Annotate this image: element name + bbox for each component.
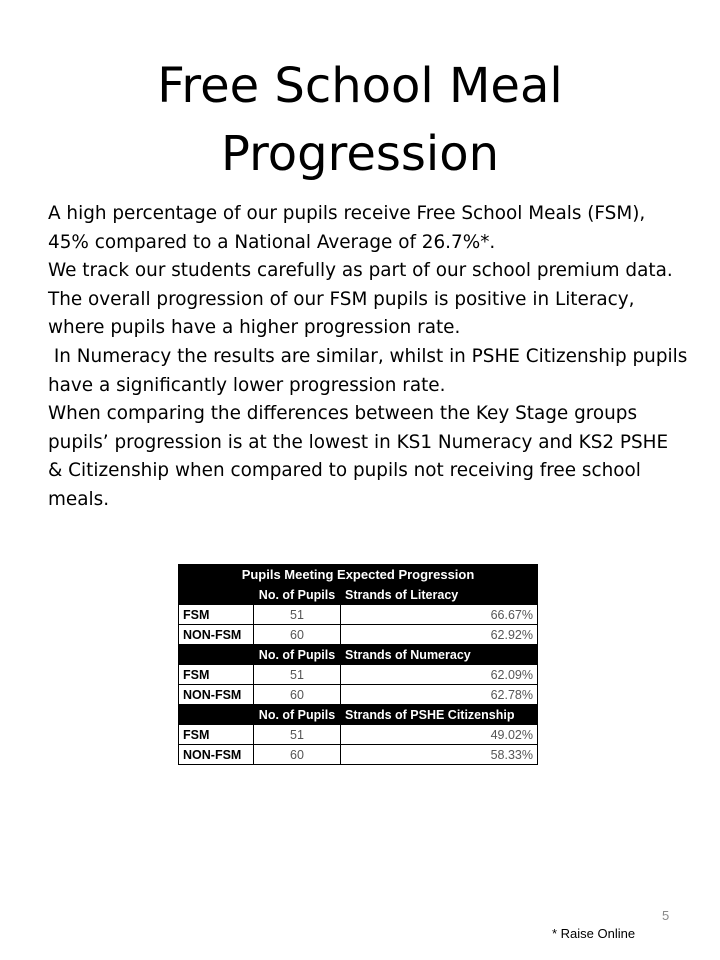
table-row: [179, 725, 538, 745]
paragraph: In Numeracy the results are similar, whilst in PSHE Citizenship pupils have a significantly lower progression rate.: [48, 345, 694, 396]
table-row: [179, 625, 538, 645]
table-title-row: [179, 565, 538, 585]
percent-cell: 62.78%: [341, 685, 538, 705]
table-row: [179, 665, 538, 685]
pupils-cell: 51: [254, 665, 341, 685]
percent-cell: 58.33%: [341, 745, 538, 765]
pupils-cell: 60: [254, 745, 341, 765]
header-pupils: No. of Pupils: [254, 705, 341, 725]
percent-cell: 62.09%: [341, 665, 538, 685]
section-header-row: [179, 705, 538, 725]
percent-cell: 62.92%: [341, 625, 538, 645]
pupils-cell: 60: [254, 625, 341, 645]
paragraph: A high percentage of our pupils receive Free School Meals (FSM), 45% compared to a National Average of 26.7%*.: [48, 203, 652, 253]
progression-table: [178, 564, 538, 765]
group-cell: FSM: [179, 605, 254, 625]
group-cell: NON-FSM: [179, 625, 254, 645]
title-line-2: Progression: [221, 126, 499, 182]
header-blank-cell: [179, 645, 254, 665]
group-cell: FSM: [179, 665, 254, 685]
section-header-row: [179, 585, 538, 605]
header-strand: Strands of Numeracy: [341, 645, 538, 665]
header-blank-cell: [179, 705, 254, 725]
table-title: Pupils Meeting Expected Progression: [179, 565, 538, 585]
pupils-cell: 60: [254, 685, 341, 705]
pupils-cell: 51: [254, 725, 341, 745]
percent-cell: 66.67%: [341, 605, 538, 625]
page-number: 5: [662, 908, 670, 923]
header-strand: Strands of PSHE Citizenship: [341, 705, 538, 725]
group-cell: NON-FSM: [179, 685, 254, 705]
table-row: [179, 745, 538, 765]
body-text: [48, 200, 694, 515]
table-row: [179, 605, 538, 625]
slide-title: [0, 52, 720, 188]
header-blank-cell: [179, 585, 254, 605]
header-pupils: No. of Pupils: [254, 645, 341, 665]
section-header-row: [179, 645, 538, 665]
footnote: * Raise Online: [552, 926, 636, 941]
title-line-1: Free School Meal: [157, 58, 563, 114]
paragraph: When comparing the differences between the Key Stage groups pupils’ progression is at the lowest in KS1 Numeracy and KS2 PSHE & Citizenship when compared to pupils not receiving free school meals.: [48, 403, 674, 510]
paragraph: The overall progression of our FSM pupils is positive in Literacy, where pupils have a higher progression rate.: [48, 288, 641, 339]
group-cell: NON-FSM: [179, 745, 254, 765]
header-pupils: No. of Pupils: [254, 585, 341, 605]
pupils-cell: 51: [254, 605, 341, 625]
group-cell: FSM: [179, 725, 254, 745]
paragraph: We track our students carefully as part of our school premium data.: [48, 260, 673, 282]
header-strand: Strands of Literacy: [341, 585, 538, 605]
percent-cell: 49.02%: [341, 725, 538, 745]
table-row: [179, 685, 538, 705]
